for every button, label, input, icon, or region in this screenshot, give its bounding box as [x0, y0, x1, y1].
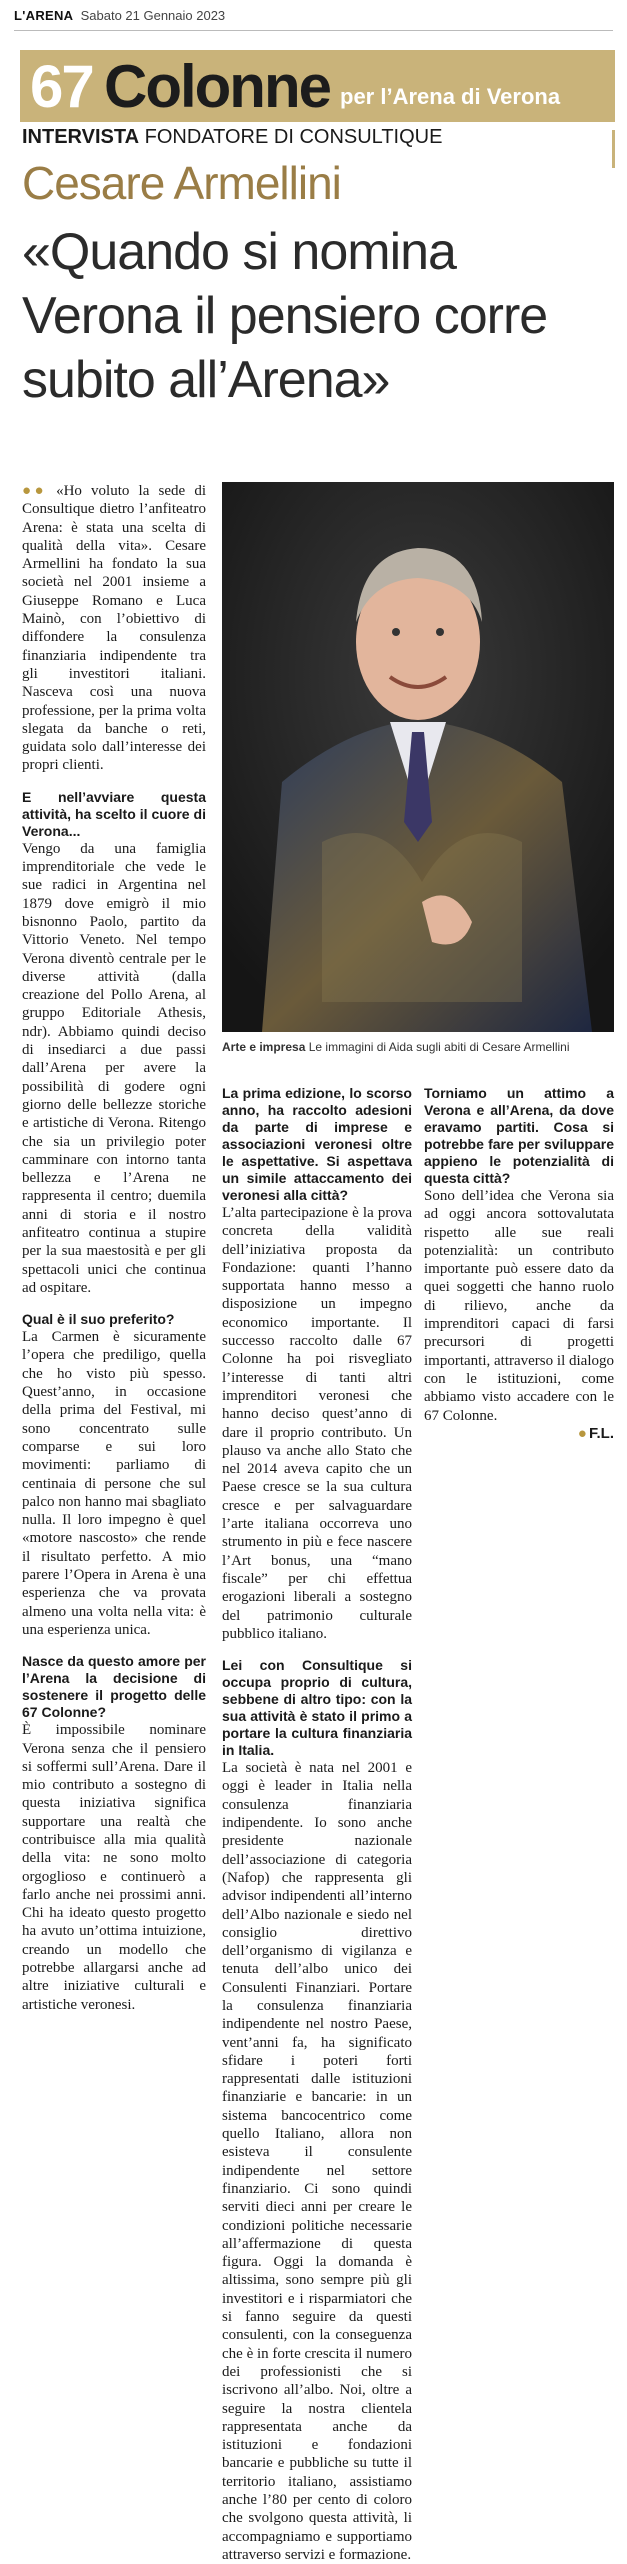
- kicker: [22, 126, 442, 149]
- caption-lead: Arte e impresa: [222, 1040, 306, 1054]
- intro-text: «Ho voluto la sede di Consultique dietro l’anfiteatro Arena: è stata una scelta di qualità della vita». Cesare Armellini ha fondato la sua società nel 2001 insieme a Giuseppe Romano e Luca Mainò, con l’obiettivo di diffondere la consulenza finanziaria indipendente tra gli investitori italiani. Nasceva così una nuova professione, per la prima volta slegata da banche o reti, guidata solo dall’interesse dei propri clienti.: [22, 483, 206, 774]
- page-header: [14, 8, 613, 30]
- signature-dot-icon: ●: [577, 1424, 585, 1442]
- issue-date: Sabato 21 Gennaio 2023: [80, 8, 226, 23]
- article-column-2: [222, 1085, 412, 2564]
- answer-6: Sono dell’idea che Verona sia ad oggi ancora sottovalutata rispetto alle sue reali potenzialità: un contributo importante può essere dato da quei soggetti che hanno ruolo di rilievo, anche da imprenditori capaci di farsi precursori di progetti importanti, attraverso il dialogo con le istituzioni, come abbiamo visto accadere con le 67 Colonne.: [424, 1188, 614, 1424]
- header-rule: [14, 30, 613, 31]
- question-2: Qual è il suo preferito?: [22, 1311, 175, 1328]
- kicker-label: INTERVISTA: [22, 126, 140, 148]
- bullet-dots-icon: ●●: [22, 483, 47, 499]
- answer-2: La Carmen è sicuramente l’opera che prediligo, quella che ho visto più spesso. Quest’anno, in occasione della prima del Festival, mi sono concentrato sulle comparse e sui loro movimenti: parliamo di centinaia di persone che sul palco non hanno mai sbagliato nulla. Il loro impegno è quel «motore nascosto» che rende il risultato perfetto. A mio parere l’Opera in Arena è una esperienza che va provata almeno una volta nella vita: è una esperienza unica.: [22, 1329, 206, 1638]
- banner-subtitle: per l’Arena di Verona: [340, 84, 561, 109]
- article-column-1: [22, 482, 206, 2014]
- answer-3: È impossibile nominare Verona senza che il pensiero si soffermi sull’Arena. Dare il mio contributo a sostegno di questa iniziativa significa supportare una realtà che contribuisce alla mia qualità della vita: ne sono molto orgoglioso e continuerò a farlo anche nei prossimi anni. Chi ha ideato questo progetto ha avuto un’ottima intuizione, creando un modello che potrebbe allargarsi anche ad altre iniziative culturali e artistiche veronesi.: [22, 1722, 206, 2013]
- author-name: Cesare Armellini: [22, 157, 341, 209]
- signature: [424, 1425, 614, 1443]
- portrait-photo: [222, 482, 614, 1032]
- question-6: Torniamo un attimo a Verona e all’Arena, da dove eravamo partiti. Cosa si potrebbe fare per sviluppare appieno le potenzialità di questa città?: [424, 1085, 614, 1186]
- portrait-illustration: [222, 482, 614, 1032]
- photo-caption: [222, 1040, 614, 1054]
- publication-name: L'ARENA: [14, 8, 74, 23]
- answer-1: Vengo da una famiglia imprenditoriale che vede le sue radici in Argentina nel 1879 dove emigrò il mio bisnonno Paolo, partito da Vittorio Veneto. Nel tempo Verona diventò centrale per le diverse attività (dalla creazione del Pollo Arena, al gruppo Editoriale Athesis, ndr). Abbiamo quindi deciso di insediarci a due passi dall’Arena per avere la possibilità di godere ogni giorno delle bellezze storiche e artistiche di Verona. Ritengo che sia un privilegio poter camminare con intorno tanta bellezza e l’Arena ne rappresenta il centro; duemila anni di storia e il nostro anfiteatro continua a stupire per la sua maestosità e per gli spettacoli unici che continua ad ospitare.: [22, 840, 206, 1296]
- question-5: Lei con Consultique si occupa proprio di cultura, sebbene di altro tipo: con la sua attività è stato il primo a portare la cultura finanziaria in Italia.: [222, 1657, 412, 1759]
- answer-5: La società è nata nel 2001 e oggi è leader in Italia nella consulenza finanziaria indipendente. Io sono anche presidente nazionale dell’associazione di categoria (Nafop) che rappresenta gli advisor indipendenti all’interno dell’Albo nazionale e siedo nel consiglio direttivo dell’organismo di vigilanza e tenuta dell’albo unico dei Consulenti Finanziari. Portare la consulenza finanziaria indipendente nel nostro Paese, vent’anni fa, ha significato sfidare i poteri forti rappresentati dalle istituzioni finanziarie e bancarie: in un sistema bancocentrico come quello Italiano, allora non esisteva il consulente indipendente nel settore finanziario. Ci sono quindi serviti dieci anni per creare le condizioni politiche necessarie all’affermazione di questa figura. Oggi la domanda è altissima, sono sempre più gli investitori e i risparmiatori che si fanno seguire da questi consulenti, con la conseguenza che è in forte crescita il numero dei professionisti che si iscrivono all’albo. Noi, oltre a seguire la nostra clientela rappresentata anche da istituzioni e fondazioni bancarie e pubbliche su tutte il territorio italiano, assistiamo anche l’80 per cento di coloro che svolgono questa attività, li accompagniamo e supportiamo attraverso servizi e formazione.: [222, 1760, 412, 2563]
- section-banner: [20, 50, 615, 122]
- answer-4: L’alta partecipazione è la prova concreta della validità dell’iniziativa proposta da Fondazione: quanti l’hanno supportata hanno messo a disposizione un impegno economico importante. Il successo raccolto dalle 67 Colonne ha poi risvegliato l’interesse di tanti altri imprenditori veronesi che hanno deciso quest’anno di dare il proprio contributo. Un plauso va anche allo Stato che nel 2014 aveva capito che un Paese cresce se la sua cultura cresce e per salvaguardare l’arte italiana occorreva uno strumento in più e fece nascere l’Art bonus, una “mano fiscale” per chi effettua erogazioni liberali a sostegno del patrimonio culturale pubblico italiano.: [222, 1205, 412, 1642]
- signature-text: F.L.: [589, 1424, 614, 1442]
- question-4: La prima edizione, lo scorso anno, ha raccolto adesioni da parte di imprese e associazioni veronesi oltre le aspettative. Si aspettava un simile attaccamento dei veronesi alla città?: [222, 1085, 412, 1203]
- gold-side-band: [612, 130, 615, 168]
- article-column-3: [424, 1085, 614, 1443]
- banner-number: 67: [30, 53, 93, 120]
- caption-text: Le immagini di Aida sugli abiti di Cesare Armellini: [308, 1040, 570, 1054]
- question-1: E nell’avviare questa attività, ha scelto il cuore di Verona...: [22, 788, 206, 839]
- headline: «Quando si nomina Verona il pensiero corre subito all’Arena»: [22, 223, 548, 409]
- question-3: Nasce da questo amore per l’Arena la decisione di sostenere il progetto delle 67 Colonne?: [22, 1653, 206, 1721]
- kicker-role: FONDATORE DI CONSULTIQUE: [144, 126, 443, 148]
- intro-paragraph: [22, 482, 206, 775]
- banner-word: Colonne: [104, 53, 330, 120]
